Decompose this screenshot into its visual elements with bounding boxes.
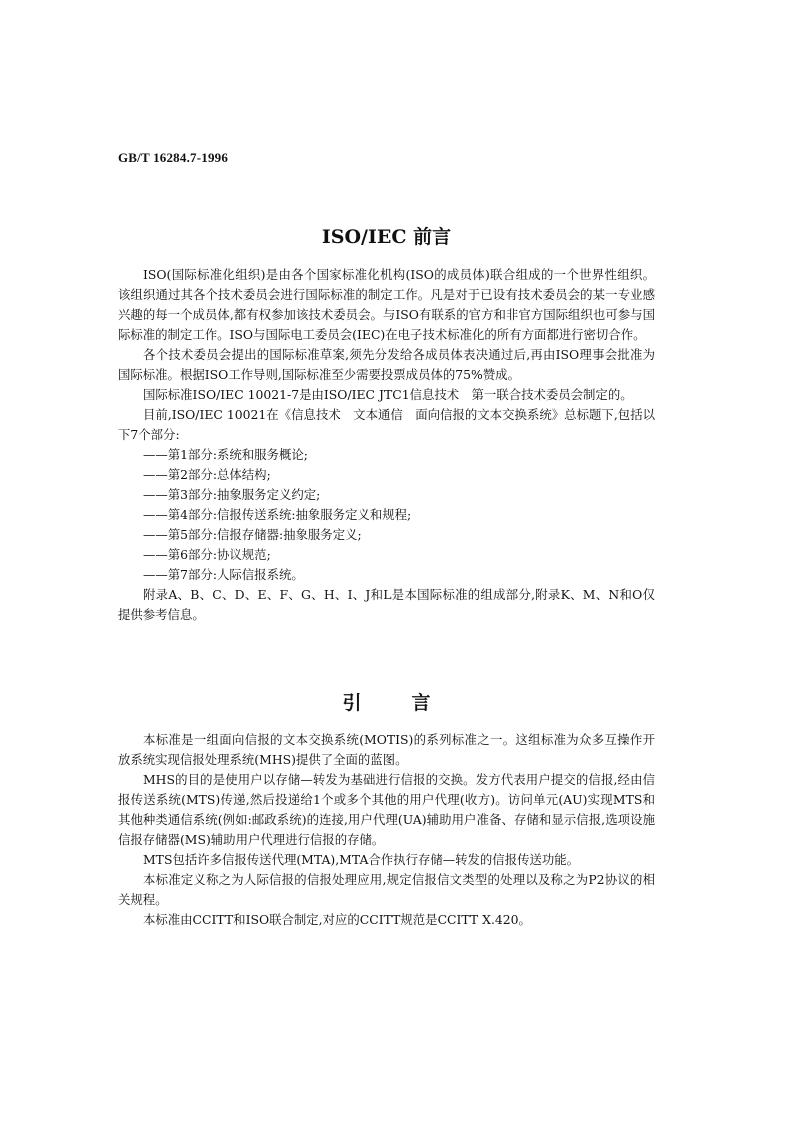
foreword-closing-paragraph: 附录A、B、C、D、E、F、G、H、I、J和L是本国际标准的组成部分,附录K、M、N和O仅提供参考信息。 (118, 587, 655, 622)
foreword-paragraph: 各个技术委员会提出的国际标准草案,须先分发给各成员体表决通过后,再由ISO理事会批准为国际标准。根据ISO工作导则,国际标准至少需要投票成员体的75%赞成。 (118, 347, 655, 382)
introduction-paragraph: 本标准由CCITT和ISO联合制定,对应的CCITT规范是CCITT X.420。 (143, 912, 531, 927)
foreword-paragraph: 国际标准ISO/IEC 10021-7是由ISO/IEC JTC1信息技术 第一联合技术委员会制定的。 (143, 387, 633, 402)
part-list-item: ——第3部分:抽象服务定义约定; (143, 487, 321, 502)
part-list-item: ——第1部分:系统和服务概论; (143, 447, 308, 462)
foreword-title: ISO/IEC 前言 (321, 226, 452, 248)
introduction-paragraph: 本标准定义称之为人际信报的信报处理应用,规定信报信文类型的处理以及称之为P2协议的相关规程。 (118, 872, 655, 907)
foreword-paragraph: ISO(国际标准化组织)是由各个国家标准化机构(ISO的成员体)联合组成的一个世界性组织。该组织通过其各个技术委员会进行国际标准的制定工作。凡是对于已设有技术委员会的某一专业感兴趣的每一个成员体,都有权参加该技术委员会。与ISO有联系的官方和非官方国际组织也可参与国际标准的制定工作。ISO与国际电工委员会(IEC)在电子技术标准化的所有方面都进行密切合作。 (118, 267, 655, 342)
parts-list (118, 445, 655, 585)
part-list-item: ——第4部分:信报传送系统:抽象服务定义和规程; (143, 507, 412, 522)
part-list-item: ——第7部分:人际信报系统。 (143, 567, 304, 582)
introduction-title: 引言 (342, 692, 481, 714)
foreword-body (118, 265, 655, 625)
foreword-paragraph: 目前,ISO/IEC 10021在《信息技术 文本通信 面向信报的文本交换系统》总标题下,包括以下7个部分: (118, 407, 655, 442)
standard-code: GB/T 16284.7-1996 (118, 150, 229, 165)
part-list-item: ——第5部分:信报存储器:抽象服务定义; (143, 527, 362, 542)
introduction-paragraph: MHS的目的是使用户以存储—转发为基础进行信报的交换。发方代表用户提交的信报,经由信报传送系统(MTS)传递,然后投递给1个或多个其他的用户代理(收方)。访问单元(AU)实现MTS和其他种类通信系统(例如:邮政系统)的连接,用户代理(UA)辅助用户准备、存储和显示信报,选项设施信报存储器(MS)辅助用户代理进行信报的存储。 (118, 772, 655, 847)
foreword-section (118, 222, 655, 625)
part-list-item: ——第2部分:总体结构; (143, 467, 271, 482)
introduction-section (118, 688, 655, 930)
introduction-paragraph: MTS包括许多信报传送代理(MTA),MTA合作执行存储—转发的信报传送功能。 (143, 852, 580, 867)
introduction-paragraph: 本标准是一组面向信报的文本交换系统(MOTIS)的系列标准之一。这组标准为众多互操作开放系统实现信报处理系统(MHS)提供了全面的蓝图。 (118, 732, 655, 767)
introduction-body (118, 730, 655, 930)
part-list-item: ——第6部分:协议规范; (143, 547, 271, 562)
